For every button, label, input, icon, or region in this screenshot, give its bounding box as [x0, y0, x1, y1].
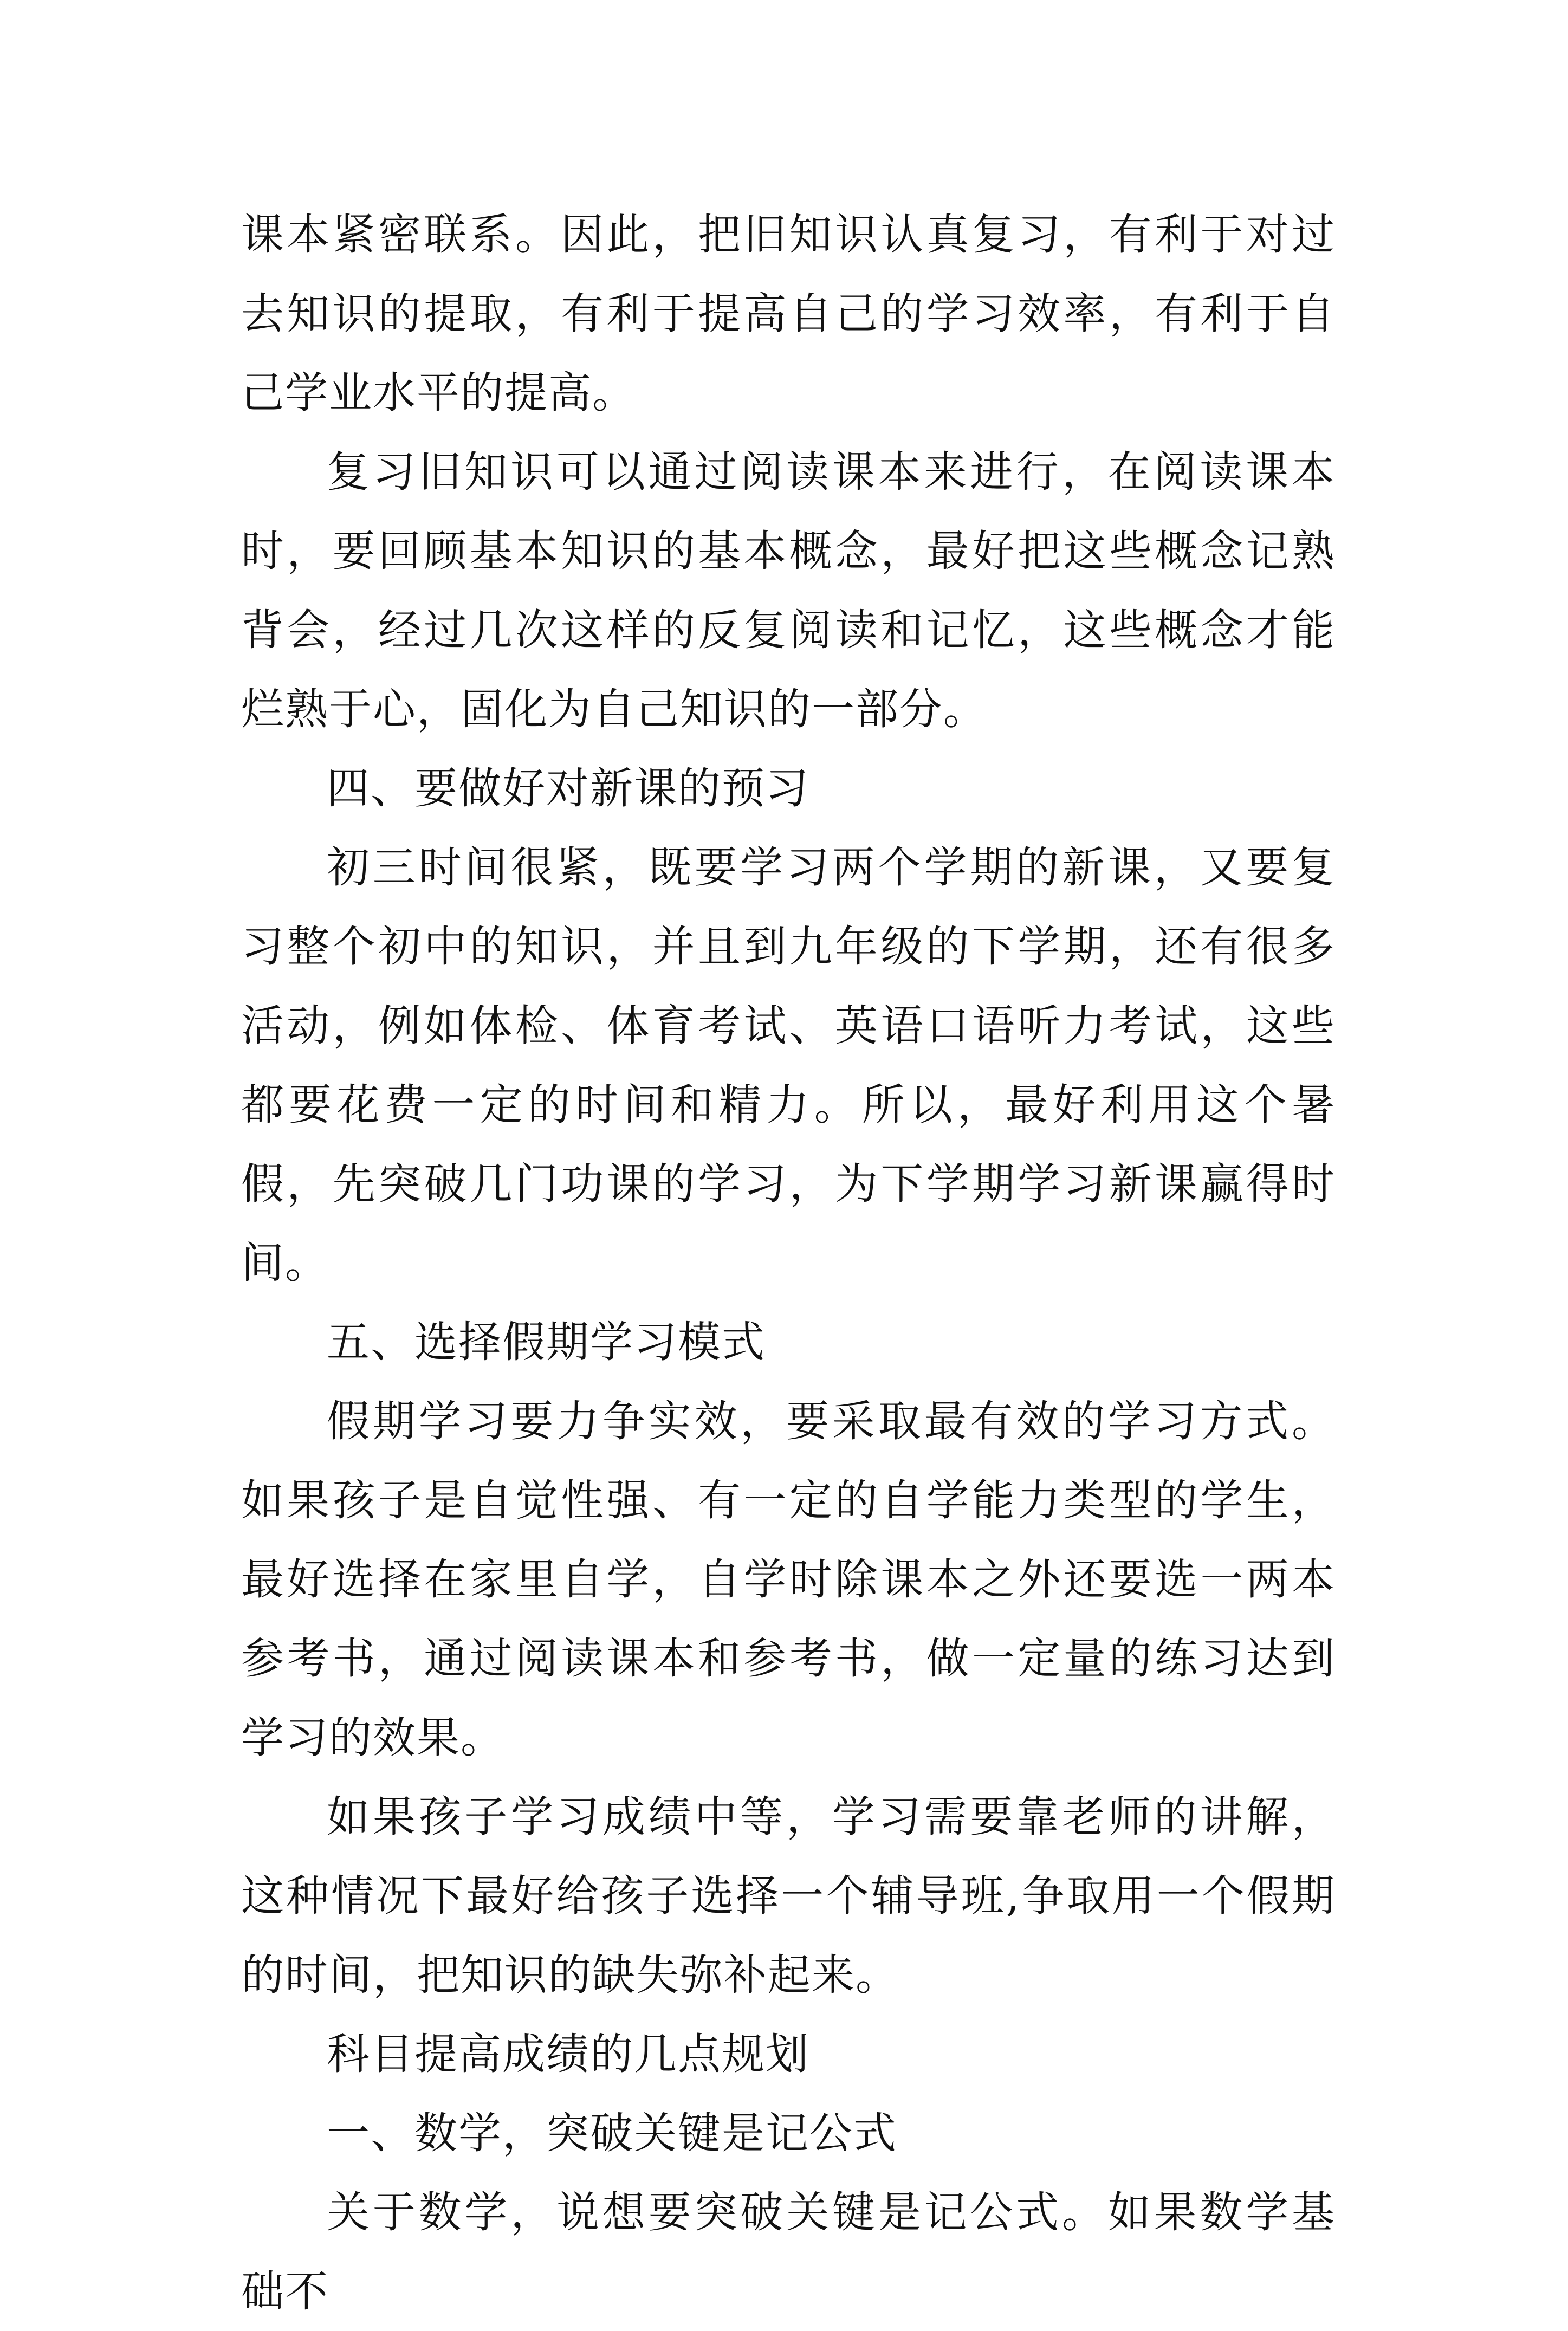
paragraph-review-method: 复习旧知识可以通过阅读课本来进行，在阅读课本时，要回顾基本知识的基本概念，最好把这些概念记熟背会，经过几次这样的反复阅读和记忆，这些概念才能烂熟于心，固化为自己知识的一部分。	[241, 447, 1336, 734]
paragraph-review-importance: 课本紧密联系。因此，把旧知识认真复习，有利于对过去知识的提取，有利于提高自己的学习效率，有利于自己学业水平的提高。	[241, 210, 1336, 418]
paragraph-math-intro: 关于数学，说想要突破关键是记公式。如果数学基础不	[241, 2187, 1336, 2316]
heading-subject-plan: 科目提高成绩的几点规划	[327, 2029, 809, 2079]
heading-study-mode: 五、选择假期学习模式	[327, 1317, 766, 1367]
paragraph-tutoring-class: 如果孩子学习成绩中等，学习需要靠老师的讲解，这种情况下最好给孩子选择一个辅导班,争取用一个假期的时间，把知识的缺失弥补起来。	[241, 1792, 1336, 2000]
paragraph-grade-nine-schedule: 初三时间很紧，既要学习两个学期的新课，又要复习整个初中的知识，并且到九年级的下学期，还有很多活动，例如体检、体育考试、英语口语听力考试，这些都要花费一定的时间和精力。所以，最好利用这个暑假，先突破几门功课的学习，为下学期学习新课赢得时间。	[241, 843, 1336, 1288]
paragraph-self-study: 假期学习要力争实效，要采取最有效的学习方式。如果孩子是自觉性强、有一定的自学能力类型的学生，最好选择在家里自学，自学时除课本之外还要选一两本参考书，通过阅读课本和参考书，做一定量的练习达到学习的效果。	[241, 1396, 1336, 1763]
heading-math-formulas: 一、数学，突破关键是记公式	[327, 2108, 897, 2158]
heading-preview-new-lessons: 四、要做好对新课的预习	[327, 763, 809, 813]
document-body	[241, 195, 1336, 2331]
